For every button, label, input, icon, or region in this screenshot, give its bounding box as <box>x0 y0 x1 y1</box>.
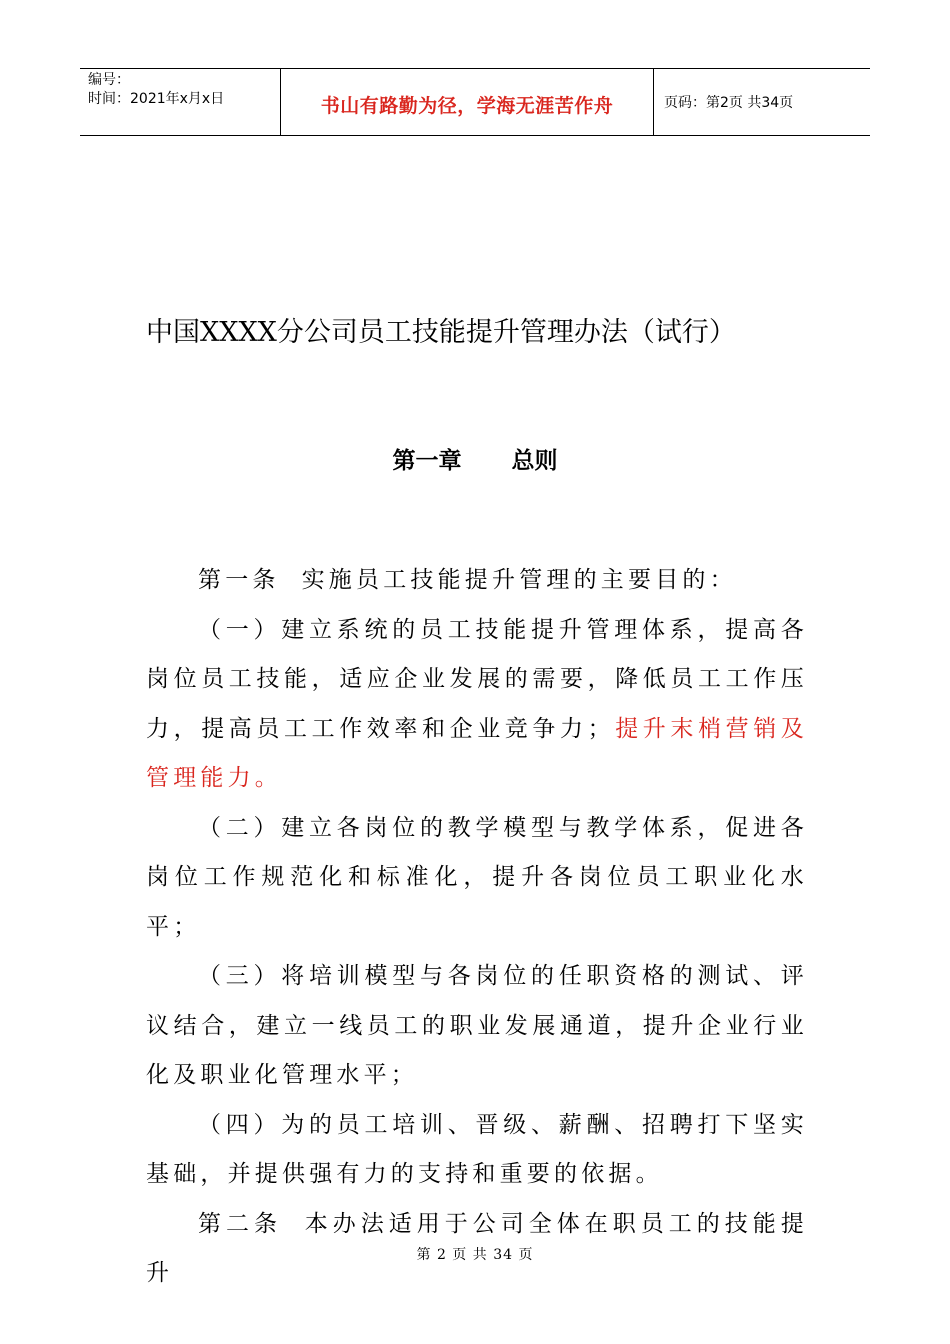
item-2-text: （二）建立各岗位的教学模型与教学体系，促进各岗位工作规范化和标准化，提升各岗位员工职业化水平； <box>146 814 808 940</box>
page-header <box>80 68 870 136</box>
footer-page-number: 第 2 页 共 34 页 <box>416 1247 534 1263</box>
article-2-label: 第二条 <box>198 1210 282 1237</box>
header-page-info-cell <box>654 69 870 135</box>
item-4-text: （四）为的员工培训、晋级、薪酬、招聘打下坚实基础，并提供强有力的支持和重要的依据。 <box>146 1111 808 1187</box>
chapter-heading <box>0 443 950 479</box>
article-1-item-1 <box>146 606 808 804</box>
document-title: 中国XXXX分公司员工技能提升管理办法（试行） <box>146 317 736 348</box>
article-2-text: 本办法适用于公司全体在职员工的技能提升 <box>146 1210 808 1286</box>
article-1 <box>146 556 808 606</box>
chapter-name: 总则 <box>511 448 558 474</box>
article-1-item-3 <box>146 952 808 1101</box>
document-number-label: 编号： <box>88 72 130 88</box>
chapter-number: 第一章 <box>392 448 462 474</box>
article-1-label: 第一条 <box>198 567 280 593</box>
item-1-highlight: 提升末梢营销及管理能力。 <box>146 715 808 791</box>
article-1-text: 实施员工技能提升管理的主要目的： <box>301 567 737 593</box>
article-1-item-4 <box>146 1101 808 1200</box>
article-1-item-2 <box>146 804 808 953</box>
header-motto-cell <box>281 69 654 135</box>
item-3-text: （三）将培训模型与各岗位的任职资格的测试、评议结合，建立一线员工的职业发展通道，提升企业行业化及职业化管理水平； <box>146 963 808 1088</box>
page-footer <box>0 1244 950 1264</box>
document-time-label: 时间：2021年x月x日 <box>88 91 225 107</box>
header-meta <box>80 69 281 135</box>
header-motto: 书山有路勤为径，学海无涯苦作舟 <box>320 94 614 117</box>
document-body <box>146 556 808 1299</box>
item-1-text: （一）建立系统的员工技能提升管理体系，提高各岗位员工技能，适应企业发展的需要，降低员工工作压力，提高员工工作效率和企业竞争力； <box>146 616 808 742</box>
header-page-info: 页码：第2页 共34页 <box>664 95 794 111</box>
